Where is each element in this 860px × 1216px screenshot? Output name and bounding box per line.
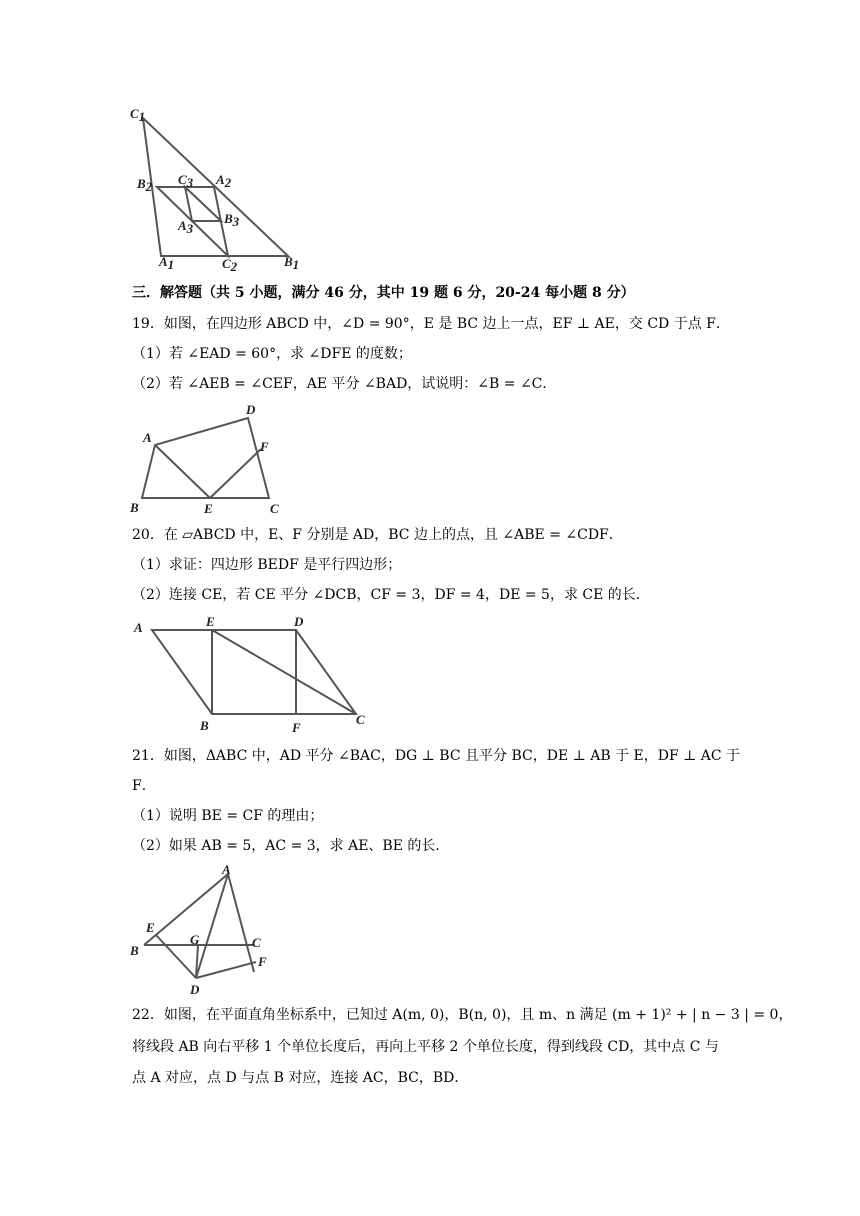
q21-label-E: E <box>146 920 155 935</box>
q20-part1: （1）求证：四边形 BEDF 是平行四边形； <box>132 557 402 573</box>
q19-stem: 19．如图，在四边形 ABCD 中，∠D = 90°，E 是 BC 边上一点，EF ⊥ AE，交 CD 于点 F． <box>132 316 730 332</box>
label-B1: B1 <box>284 254 300 272</box>
q19-part1: （1）若 ∠EAD = 60°，求 ∠DFE 的度数； <box>132 346 412 362</box>
q20-label-C: C <box>356 712 365 727</box>
label-A1: A1 <box>159 254 175 272</box>
q20-label-E: E <box>206 614 215 629</box>
label-A2: A2 <box>216 172 232 190</box>
q22-line2: 将线段 AB 向右平移 1 个单位长度后，再向上平移 2 个单位长度，得到线段 CD，其中点 C 与 <box>132 1039 719 1055</box>
figure-q20 <box>128 612 378 738</box>
q21-segment-AC-extended <box>228 874 254 972</box>
q21-label-B: B <box>130 943 139 958</box>
q20-label-A: A <box>134 620 143 635</box>
q21-label-D: D <box>190 982 200 997</box>
q21-stem-line1: 21．如图，ΔABC 中，AD 平分 ∠BAC，DG ⊥ BC 且平分 BC，DE ⊥ AB 于 E，DF ⊥ AC 于 <box>132 748 741 764</box>
label-C3: C3 <box>178 172 194 190</box>
section-3-heading: 三．解答题（共 5 小题，满分 46 分，其中 19 题 6 分，20-24 每小题 8 分） <box>132 285 635 301</box>
q19-segment-AE <box>155 445 210 498</box>
q19-segment-EF <box>210 449 261 498</box>
figure-q18 <box>128 100 308 272</box>
q21-label-F: F <box>258 954 267 969</box>
q20-stem: 20．在 ▱ABCD 中，E、F 分别是 AD，BC 边上的点，且 ∠ABE = ∠CDF． <box>132 527 623 543</box>
q21-stem-line2: F． <box>132 778 156 794</box>
q20-label-D: D <box>294 614 304 629</box>
label-C2: C2 <box>222 256 238 274</box>
q21-label-G: G <box>190 932 200 947</box>
q22-line1: 22．如图，在平面直角坐标系中，已知过 A(m, 0)，B(n, 0)，且 m、n 满足 (m + 1)² + | n − 3 | = 0， <box>132 1007 793 1023</box>
q19-label-A: A <box>143 430 152 445</box>
q20-label-B: B <box>200 718 209 733</box>
q19-label-F: F <box>260 439 269 454</box>
label-B2: B2 <box>137 176 153 194</box>
q21-part1: （1）说明 BE = CF 的理由； <box>132 808 324 824</box>
label-C1: C1 <box>130 106 146 124</box>
q19-part2: （2）若 ∠AEB = ∠CEF，AE 平分 ∠BAD，试说明：∠B = ∠C． <box>132 376 557 392</box>
q19-quadrilateral <box>142 418 269 498</box>
q19-label-C: C <box>270 501 279 516</box>
q19-label-B: B <box>130 500 139 515</box>
q21-segment-DF <box>196 962 256 978</box>
q19-label-D: D <box>246 402 256 417</box>
q21-label-A: A <box>222 862 231 877</box>
q21-part2: （2）如果 AB = 5，AC = 3，求 AE、BE 的长． <box>132 838 450 854</box>
q19-label-E: E <box>204 501 213 516</box>
q20-part2: （2）连接 CE，若 CE 平分 ∠DCB，CF = 3，DF = 4，DE = 5，求 CE 的长． <box>132 587 650 603</box>
q21-segment-AD <box>196 874 228 978</box>
q20-segment-CE <box>212 630 356 714</box>
label-B3: B3 <box>224 211 240 229</box>
q21-label-C: C <box>252 935 261 950</box>
figure-q19 <box>128 400 298 516</box>
q20-parallelogram <box>152 630 356 714</box>
figure-q21 <box>126 860 286 1000</box>
q22-line3: 点 A 对应，点 D 与点 B 对应，连接 AC，BC，BD． <box>132 1070 469 1086</box>
q21-segment-BA <box>144 874 228 945</box>
q20-label-F: F <box>292 720 301 735</box>
label-A3: A3 <box>178 218 194 236</box>
